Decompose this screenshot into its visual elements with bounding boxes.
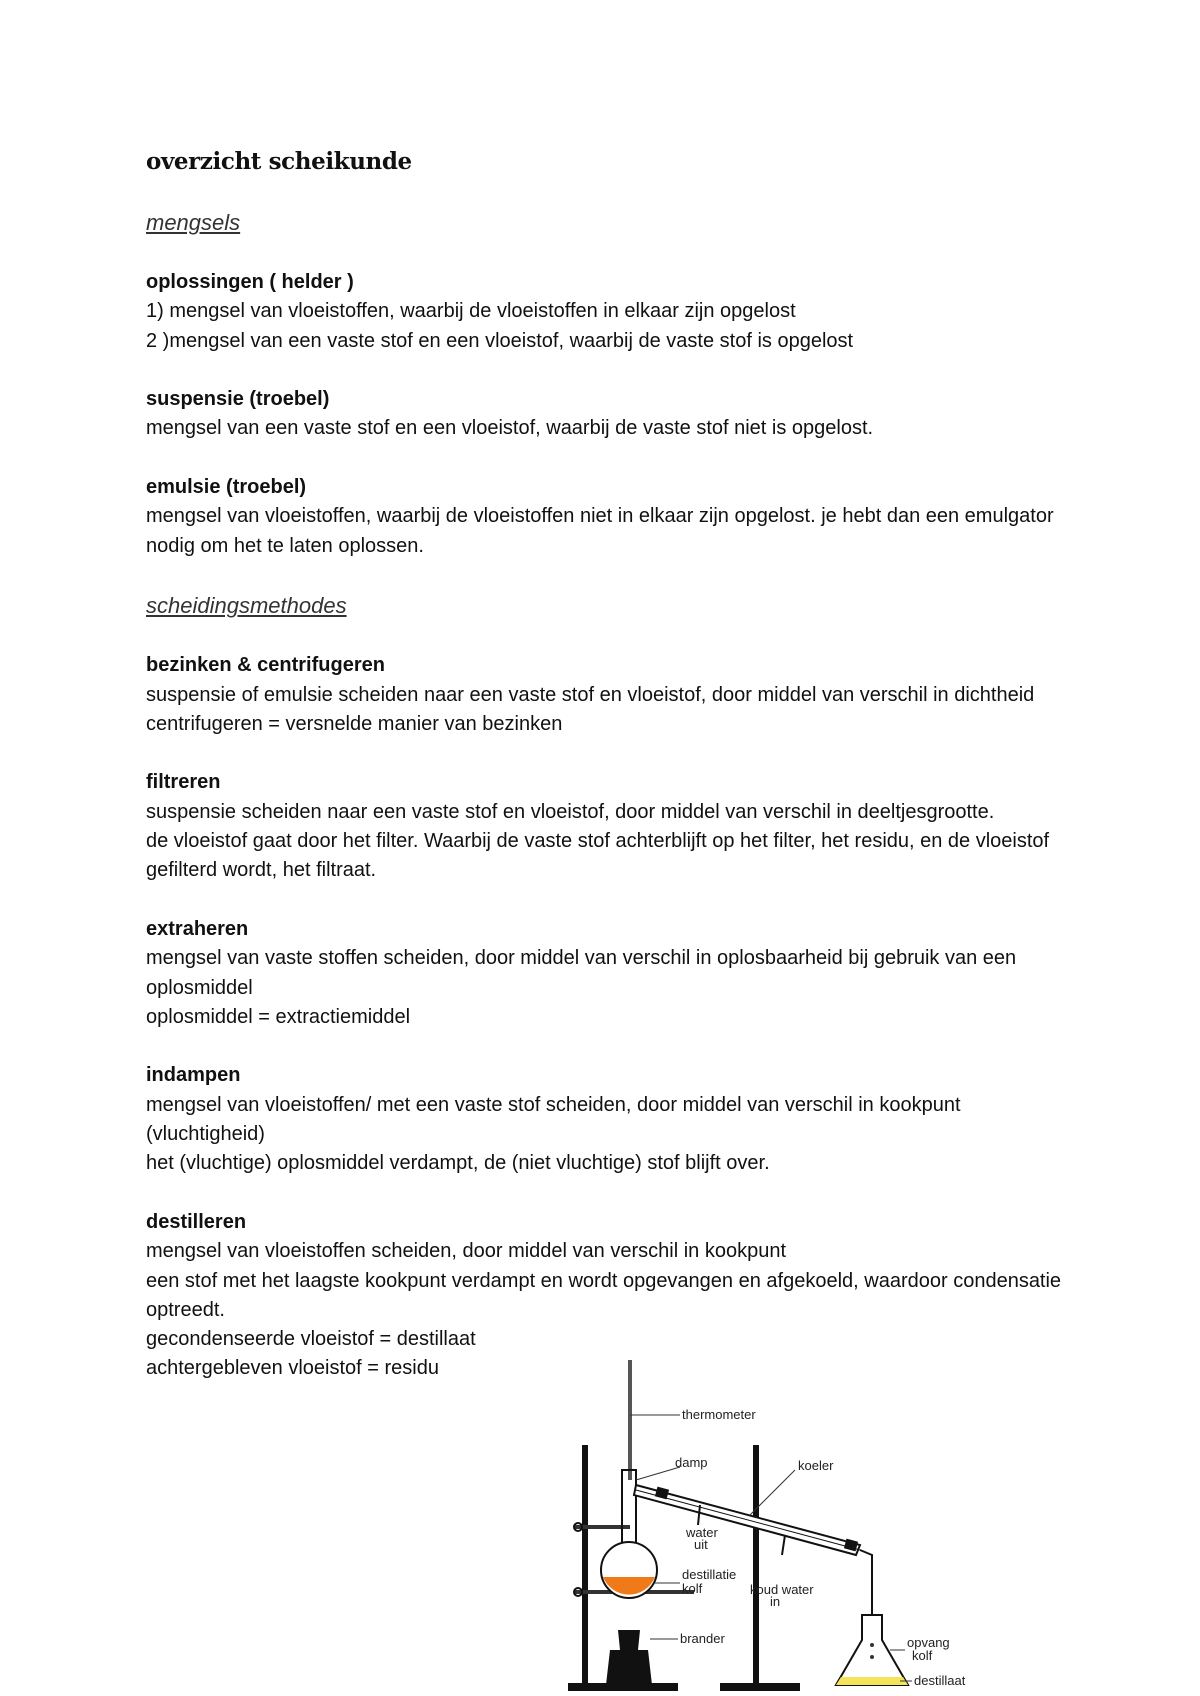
entry-suspensie	[146, 385, 1066, 444]
page-title: overzicht scheikunde	[146, 148, 412, 175]
entry-line: mengsel van vaste stoffen scheiden, door middel van verschil in oplosbaarheid bij gebruik van een oplosmiddel	[146, 947, 1017, 999]
label-koeler: koeler	[798, 1458, 834, 1473]
label-kolf-2: kolf	[682, 1581, 703, 1596]
entry-line: suspensie scheiden naar een vaste stof en vloeistof, door middel van verschil in deeltjesgrootte.	[146, 800, 995, 823]
entry-line: achtergebleven vloeistof = residu	[146, 1357, 439, 1380]
label-destillaat: destillaat	[914, 1673, 966, 1688]
label-kolf-1: destillatie	[682, 1567, 737, 1582]
label-opvang-2: kolf	[912, 1648, 933, 1663]
entry-emulsie	[146, 473, 1066, 561]
label-koud-2: in	[770, 1594, 781, 1609]
entry-line: mengsel van vloeistoffen scheiden, door middel van verschil in kookpunt	[146, 1240, 786, 1263]
drop	[870, 1655, 874, 1659]
section-heading-scheidingsmethodes: scheidingsmethodes	[146, 593, 347, 619]
entry-line: mengsel van een vaste stof en een vloeistof, waarbij de vaste stof niet is opgelost.	[146, 417, 874, 440]
entry-line: de vloeistof gaat door het filter. Waarbij de vaste stof achterblijft op het filter, het residu, en de vloeistof gefilterd wordt, het filtraat.	[146, 830, 1050, 882]
document-body	[146, 146, 1066, 1413]
label-damp: damp	[675, 1455, 708, 1470]
burner-top	[618, 1630, 640, 1650]
entry-indampen	[146, 1061, 1066, 1178]
entry-term: destilleren	[146, 1210, 247, 1233]
label-thermometer: thermometer	[682, 1407, 756, 1422]
entry-term: suspensie (troebel)	[146, 388, 330, 411]
section-heading-mengsels: mengsels	[146, 210, 241, 235]
entry-line: 2 )mengsel van een vaste stof en een vloeistof, waarbij de vaste stof is opgelost	[146, 329, 854, 352]
entry-extraheren	[146, 915, 1066, 1032]
label-brander: brander	[680, 1631, 725, 1646]
entry-term: oplossingen ( helder )	[146, 271, 354, 293]
entry-line: een stof met het laagste kookpunt verdampt en wordt opgevangen en afgekoeld, waardoor condensatie optreedt.	[146, 1269, 1062, 1321]
right-stand-base	[720, 1683, 800, 1691]
label-water-uit-2: uit	[694, 1537, 708, 1552]
entry-line: centrifugeren = versnelde manier van bezinken	[146, 712, 563, 735]
entry-line: oplosmiddel = extractiemiddel	[146, 1005, 411, 1028]
entry-term: bezinken & centrifugeren	[146, 654, 385, 677]
burner-base	[606, 1650, 652, 1685]
entry-term: indampen	[146, 1064, 241, 1087]
label-opvang-1: opvang	[907, 1635, 950, 1650]
entry-oplossingen	[146, 268, 1066, 356]
entry-term: filtreren	[146, 771, 221, 794]
entry-line: mengsel van vloeistoffen/ met een vaste stof scheiden, door middel van verschil in kookpunt (vluchtigheid)	[146, 1093, 961, 1146]
right-stand-rod	[753, 1445, 759, 1690]
entry-line: suspensie of emulsie scheiden naar een vaste stof en vloeistof, door middel van verschil in dichtheid	[146, 683, 1035, 706]
distillation-diagram	[560, 1355, 1000, 1696]
entry-line: gecondenseerde vloeistof = destillaat	[146, 1328, 476, 1351]
damp-leader	[636, 1467, 680, 1480]
entry-filtreren	[146, 768, 1066, 885]
entry-line: mengsel van vloeistoffen, waarbij de vloeistoffen niet in elkaar zijn opgelost. je hebt dan een emulgator nodig om het te laten oplossen.	[146, 505, 1054, 557]
entry-line: 1) mengsel van vloeistoffen, waarbij de vloeistoffen in elkaar zijn opgelost	[146, 300, 796, 323]
entry-line: het (vluchtige) oplosmiddel verdampt, de (niet vluchtige) stof blijft over.	[146, 1152, 770, 1175]
left-stand-rod	[582, 1445, 588, 1690]
entry-term: extraheren	[146, 917, 249, 940]
water-in-tube	[782, 1535, 785, 1555]
label-koud-1: koud water	[750, 1582, 814, 1597]
distillate-liquid	[836, 1677, 908, 1685]
label-water-uit-1: water	[686, 1525, 718, 1540]
drop	[870, 1643, 874, 1647]
thermometer-tube	[628, 1360, 632, 1480]
condenser-inner	[636, 1490, 860, 1550]
delivery-tube	[860, 1550, 872, 1617]
entry-bezinken	[146, 651, 1066, 739]
entry-term: emulsie (troebel)	[146, 476, 307, 499]
